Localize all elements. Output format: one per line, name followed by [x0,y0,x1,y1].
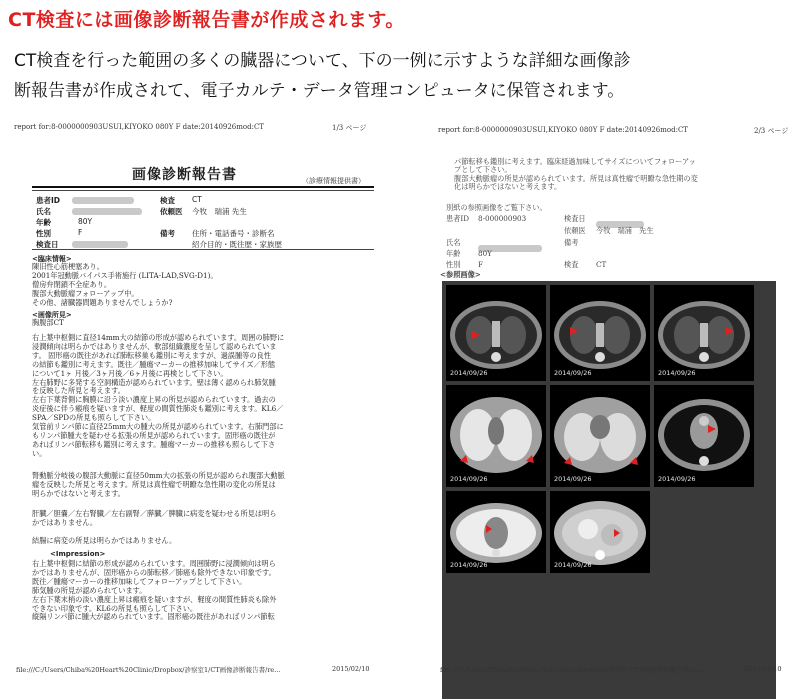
organ-findings: 肝臓／胆嚢／左右腎臓／左右副腎／膵臓／脾臓に病変を疑わせる所見は明ら かではありません。 [32,509,277,527]
p2-name-label: 氏名 [446,238,461,247]
report-for-header: report for:8-0000000903USUI,KIYOKO 080Y F date:20140926mod:CT [438,126,688,134]
page-number: 2/3 ページ [754,127,789,135]
report-page-1 [14,120,384,680]
findings-label: <画像所見> [32,311,72,319]
doctor-label: 依頼医 [160,207,183,216]
report-title: 画像診断報告書 [132,167,237,183]
remarks-line-1: 住所・電話番号・診断名 [192,229,275,238]
redacted-exam-date [72,241,128,248]
footer-path: file:///C:/Users/Chiba%20Heart%20Clinic/Dropbox/診察室1/CT画像診断報告書/re... [16,666,281,674]
name-label: 氏名 [36,207,51,216]
findings-text: 右上葉中枢側に直径14mm大の結節の形成が認められています。周囲の肺野に 浸潤傾向は明らかではありませんが、軟部組織濃度を呈して認められていま す。 固形癌の既往があれば肺転移巣も鑑別に考えますが、過誤腫等の良性 の結節も鑑別に考えます。既往／腫瘍マーカーの推移加味してサイズ／形態 について1ヶ 月後／3ヶ月後／6ヶ月後に再検として下さい。 左右肺野に多発する空洞構造が認められています。壁は薄く認められ肺気腫 を反映した所見と考えます。 左右下葉背側に胸膜に沿う淡い濃度上昇の所見が認められています。過去の 炎症後に伴う瘢痕を疑いますが、軽度の間質性肺炎も鑑別に考えます。KL6／ SPA／SPDの所見も照らして下さい。 気管前リンパ節に直径25mm大の腫大の所見が認められています。右肺門部に もリンパ節腫大を疑わせる拡張の所見が認められています。固形癌の既往が あればリンパ節転移も鑑別に考えます。腫瘍マーカーの推移も照らして下さ い。 [32,333,285,458]
impression-text: 右上葉中枢側に結節の形成が認められています。周囲肺野に浸潤傾向は明ら かではありませんが、固形癌からの肺転移／肺癌も除外できない印象です。 既往／腫瘍マーカーの推移加味してフォローアップとして下さい。 肺気腫の所見が認められています。 左右下葉末梢の淡い濃度上昇は瘢痕を疑いますが、軽度の間質性肺炎も除外 できない印象です。KL6の所見も照らして下さい。 縦隔リンパ節に腫大が認められています。固形癌の既往があればリンパ節転 [32,559,277,622]
p2-doctor-value: 今牧 瑞浦 先生 [596,226,654,235]
ct-image-lung-3: 2014/09/26 [654,285,754,381]
ct-image-mediastinum: 2014/09/26 [654,385,754,487]
remarks-label: 備考 [160,229,175,238]
continued-text: パ節転移も鑑別に考えます。臨床経過加味してサイズについてフォローアッ プとして下さい。 腹部大動脈瘤の所見が認められています。所見は真性瘤で明瞭な急性期の変 化は明らかではないと考えます。 [454,157,698,192]
ct-image-mediastinum-2: 2014/09/26 [446,491,546,573]
report-subtitle: （診療情報提供書） [302,177,365,185]
bowel-findings: 結腸に病変の所見は明らかではありません。 [32,536,177,545]
ct-image-abdomen: 2014/09/26 [550,491,650,573]
redacted-patient-id [72,197,134,204]
footer-date: 2015/02/10 [744,665,782,673]
ct-image-lung-1: 2014/09/26 [446,285,546,381]
p2-modality-label: 検査 [564,260,579,269]
intro-line-2: 断報告書が作成されて、電子カルテ・データ管理コンピュータに保管されます。 [14,81,625,101]
modality-value: CT [192,195,202,204]
patient-info-box [32,190,374,250]
p2-doctor-label: 依頼医 [564,226,586,235]
separate-sheet-note: 別紙の参照画像をご覧下さい。 [446,203,547,212]
report-for-header: report for:8-0000000903USUI,KIYOKO 080Y F date:20140926mod:CT [14,123,264,131]
p2-patient-id-value: 8-000000903 [478,214,527,223]
title-underline [32,186,374,188]
page-number: 1/3 ページ [332,124,367,132]
age-label: 年齢 [36,218,51,227]
ct-image-lung-5: 2014/09/26 [550,385,650,487]
p2-remarks-label: 備考 [564,238,579,247]
modality-label: 検査 [160,196,175,205]
ref-images-label: <参照画像> [440,270,481,279]
footer-date: 2015/02/10 [332,665,370,673]
footer-path: file:///C:/Users/Chiba%20Heart%20Clinic/Dropbox/診察室1/CT画像診断報告書/re... [440,666,705,674]
findings-heading: 胸腹部CT [32,318,64,327]
headline: CT検査には画像診断報告書が作成されます。 [8,9,405,31]
p2-modality-value: CT [596,260,607,269]
p2-exam-date-label: 検査日 [564,214,586,223]
patient-id-label: 患者ID [36,196,61,205]
impression-label: <Impression> [50,550,106,558]
doctor-value: 今牧 瑞浦 先生 [192,207,247,216]
reference-images-panel [442,281,776,699]
clinical-info-text: 陳旧性心筋梗塞あり。 2001年冠動脈バイパス手術施行 (LITA-LAD,SVG-D1)。 僧房弁閉鎖不全症あり。 腹部大動脈瘤フォローアップ中。 その他、諸臓器問題ありませんでしょうか? [32,262,218,307]
p2-sex-value: F [478,260,483,269]
ct-image-lung-4: 2014/09/26 [446,385,546,487]
intro-text [14,46,790,106]
p2-age-label: 年齢 [446,249,461,258]
sex-value: F [78,228,83,237]
clinical-info-label: <臨床情報> [32,255,72,263]
p2-patient-id-label: 患者ID [446,214,469,223]
redacted-name [72,208,142,215]
p2-sex-label: 性別 [446,260,461,269]
exam-date-label: 検査日 [36,240,59,249]
remarks-line-2: 紹介目的・既往歴・家族歴 [192,240,282,249]
age-value: 80Y [78,217,93,226]
intro-line-1: CT検査を行った範囲の多くの臓器について、下の一例に示すような詳細な画像診 [14,51,631,71]
p2-age-value: 80Y [478,249,492,258]
ct-image-lung-2: 2014/09/26 [550,285,650,381]
report-page-2 [438,120,796,680]
sex-label: 性別 [36,229,51,238]
aorta-findings: 腎動脈分岐後の腹部大動脈に直径50mm大の拡張の所見が認められ腹部大動脈 瘤を反映した所見と考えます。所見は真性瘤で明瞭な急性期の変化の所見は 明らかではないと考えます。 [32,471,285,498]
